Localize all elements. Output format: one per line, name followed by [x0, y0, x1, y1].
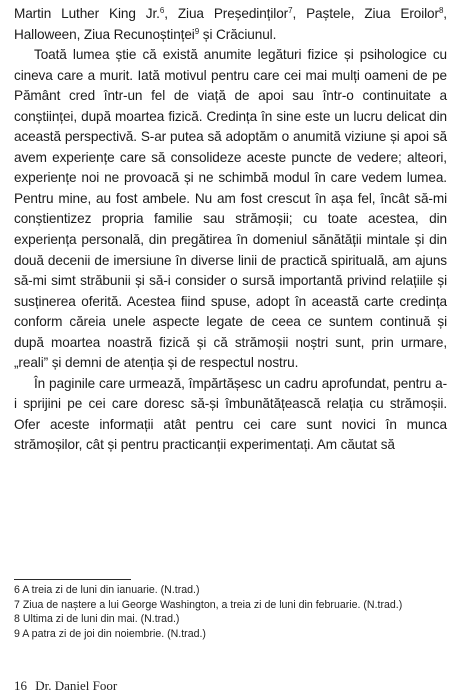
paragraph-text: În paginile care urmează, împărtășesc un cadru aprofundat, pentru a-i sprijini pe cei care doresc să-și îmbunătățească relația cu strămoșii. Ofer aceste informații atât pentru cei care sunt novici în munca strămoșilor, cât și pentru practicanții experimentați. Am căutat să — [14, 375, 447, 453]
paragraph — [14, 374, 447, 456]
paragraph-text: Toată lumea știe că există anumite legături fizice și psihologice cu cineva care a murit. Iată motivul pentru care cei mai mulți oameni de pe Pământ cred într-un fel de viață de apoi sau într-o continuitate a conștiinței, după moartea fizică. Credința în sine este un lucru delicat din această perspectivă. S-ar putea să adoptăm o anumită viziune și apoi să avem experiențe care să consolideze aceste puncte de vedere; alteori, experiențe noi ne provoacă și ne schimbă modul în care vedem lumea. Pentru mine, au fost ambele. Nu am fost crescut în așa fel, încât să-mi conștientizez propria familie sau strămoșii; cu toate acestea, din experiența personală, din pregătirea în domeniul sănătății mintale și din două decenii de imersiune în diverse linii de practică spirituală, am ajuns să-mi simt străbunii și să-i consider o sursă importantă privind relațiile și susținerea oferită. Acestea fiind spuse, adopt în această carte credința conform căreia unele aspecte legate de ceea ce suntem continuă și după moartea noastră fizică și că strămoșii noștri sunt, prin urmare, „reali” și demni de atenția și de respectul nostru. — [14, 47, 447, 371]
footnotes — [14, 583, 447, 641]
paragraph — [14, 4, 447, 45]
footnote-marker: 8 — [438, 6, 444, 15]
footnote-marker: 7 — [288, 6, 293, 15]
footnote-marker: 9 — [194, 26, 200, 36]
footnote: 7 Ziua de naștere a lui George Washington, a treia zi de luni din februarie. (N.trad.) — [14, 598, 403, 611]
paragraph-text: , Ziua Președinților — [164, 6, 289, 21]
paragraph — [14, 45, 447, 374]
running-author: Dr. Daniel Foor — [35, 678, 118, 693]
footnote: 9 A patra zi de joi din noiembrie. (N.trad.) — [14, 627, 206, 640]
paragraph-text: și Crăciunul. — [199, 26, 277, 42]
footnote: 6 A treia zi de luni din ianuarie. (N.trad.) — [14, 584, 200, 596]
body-text — [14, 4, 447, 456]
paragraph-text: Martin Luther King Jr. — [14, 6, 160, 21]
footnote-marker: 6 — [159, 6, 165, 15]
page-footer — [14, 678, 122, 694]
footnote-divider — [14, 579, 131, 580]
footnote: 8 Ultima zi de luni din mai. (N.trad.) — [14, 613, 180, 626]
paragraph-text: , Paștele, Ziua Eroilor — [292, 6, 439, 21]
page-number: 16 — [14, 678, 27, 693]
paragraph-text: , Halloween, Ziua Recunoștinței — [14, 6, 447, 42]
